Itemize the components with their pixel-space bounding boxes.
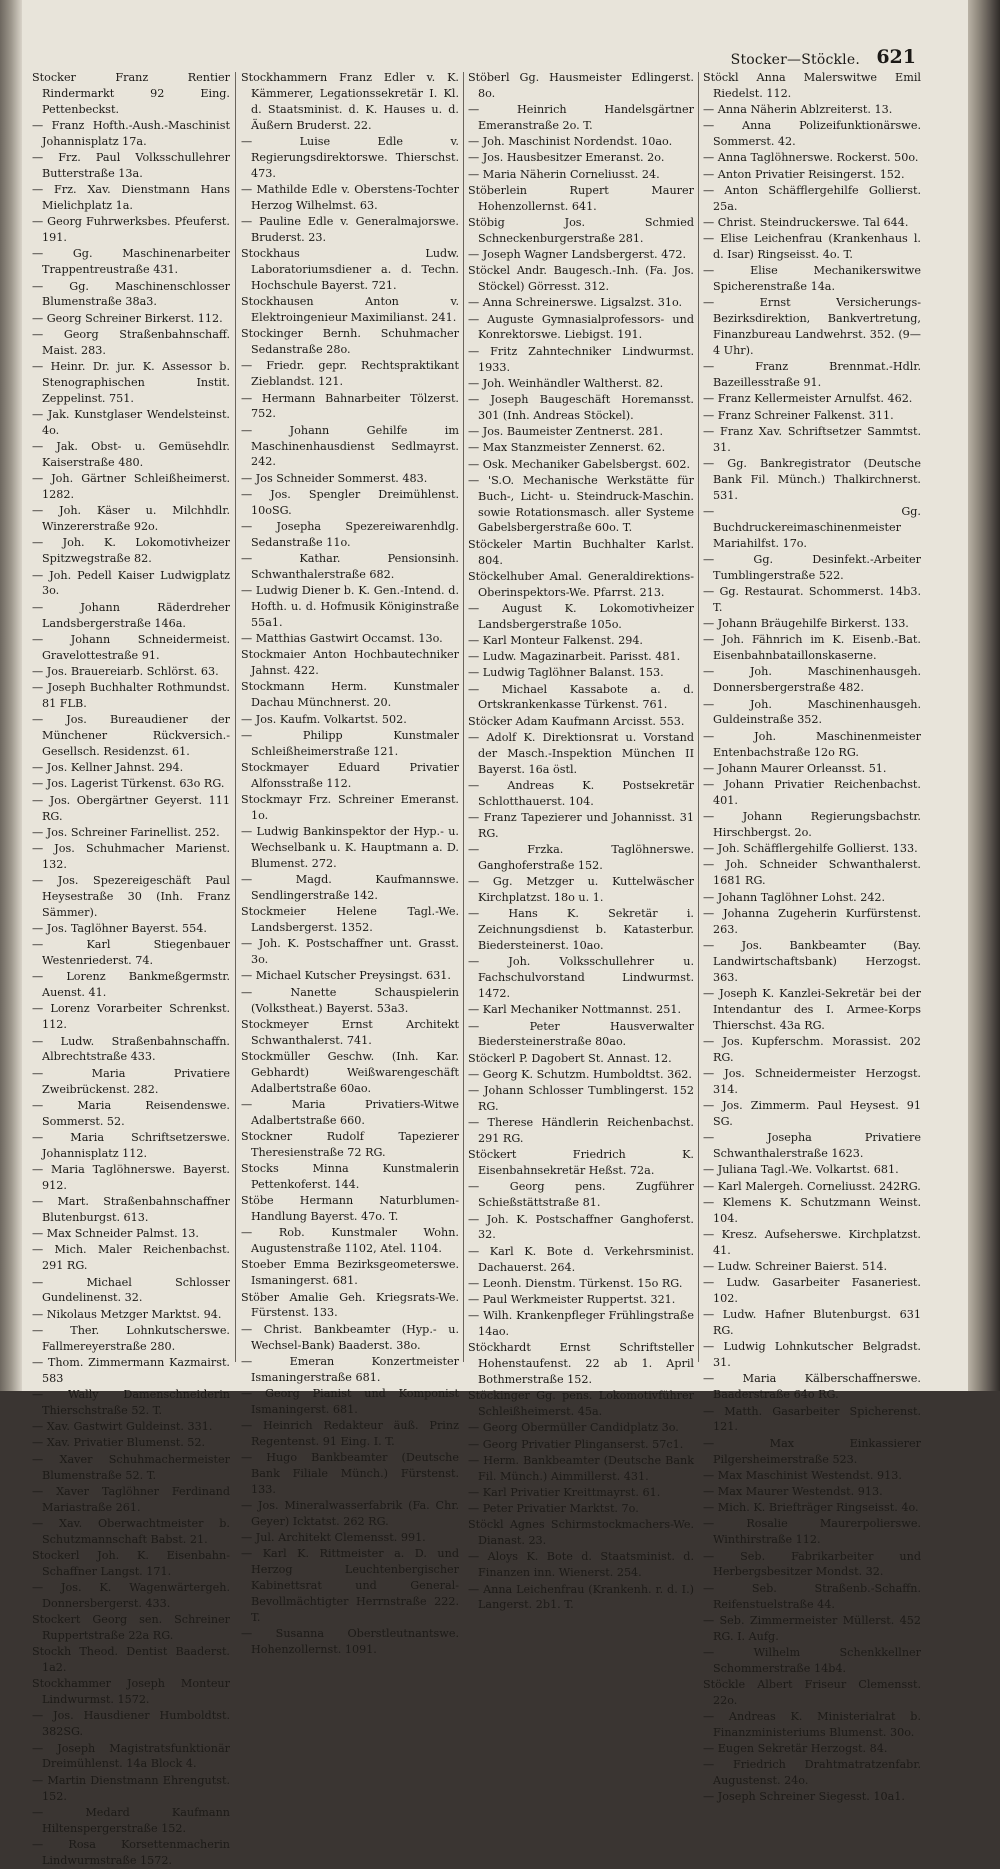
directory-entry: — August K. Lokomotivheizer Landsbergerstraße 105o. xyxy=(468,601,694,631)
directory-entry: — Wilh. Krankenpfleger Frühlingstraße 14ao. xyxy=(468,1309,694,1339)
directory-entry: — Anna Leichenfrau (Krankenh. r. d. I.) Langerst. 2b1. T. xyxy=(468,1582,694,1612)
binding-gutter xyxy=(0,0,22,1391)
directory-entry: — Heinr. Dr. jur. K. Assessor b. Stenographischen Instit. Zeppelinst. 751. xyxy=(32,359,230,405)
directory-entry: — Joh. Gärtner Schleißheimerst. 1282. xyxy=(32,472,230,502)
directory-entry: Stockhammer Joseph Monteur Lindwurmst. 1572. xyxy=(32,1677,230,1707)
directory-entry: — Elise Mechanikerswitwe Spicherenstraße 14a. xyxy=(703,264,921,294)
directory-entry: — Andreas K. Postsekretär Schlotthauerst. 104. xyxy=(468,778,694,808)
directory-entry: — Jos. Obergärtner Geyerst. 111 RG. xyxy=(32,793,230,823)
directory-entry: — Xav. Gastwirt Guldeinst. 331. xyxy=(32,1420,213,1434)
directory-entry: — Joh. Käser u. Milchhdlr. Winzererstraße 92o. xyxy=(32,504,230,534)
directory-entry: — Karl Stiegenbauer Westenriederst. 74. xyxy=(32,938,230,968)
directory-entry: — Peter Privatier Marktst. 7o. xyxy=(468,1502,639,1516)
directory-entry: Stockhammern Franz Edler v. K. Kämmerer, Legationssekretär I. Kl. d. Staatsminist. d. K. Hauses u. d. Äußern Bruderst. 22. xyxy=(241,71,459,132)
directory-entry: — Mathilde Edle v. Oberstens-Tochter Herzog Wilhelmst. 63. xyxy=(241,182,459,212)
directory-entry: — Ludw. Gasarbeiter Fasaneriest. 102. xyxy=(703,1276,921,1306)
directory-entry: Stöbe Hermann Naturblumen-Handlung Bayerst. 47o. T. xyxy=(241,1194,459,1224)
directory-entry: Stöckelhuber Amal. Generaldirektions-Oberinspektors-We. Pfarrst. 213. xyxy=(468,569,694,599)
directory-entry: — Ernst Versicherungs-Bezirksdirektion, Bankvertretung, Finanzbureau Landwehrst. 352. (9—4 Uhr). xyxy=(703,296,921,358)
directory-entry: Stockh Theod. Dentist Baaderst. 1a2. xyxy=(32,1645,230,1675)
directory-entry: — Fritz Zahntechniker Lindwurmst. 1933. xyxy=(468,344,694,374)
directory-entry: — Peter Hausverwalter Biedersteinerstraße 80ao. xyxy=(468,1019,694,1049)
directory-entry: — Ludw. Straßenbahnschaffn. Albrechtstraße 433. xyxy=(32,1034,230,1064)
column-rule xyxy=(698,72,699,1362)
directory-entry: — Jos. Taglöhner Bayerst. 554. xyxy=(32,922,207,936)
directory-column-2 xyxy=(241,70,459,1657)
directory-entry: — Franz Tapezierer und Johannisst. 31 RG. xyxy=(468,811,694,840)
directory-entry: — Joh. Maschinenhausgeh. Guldeinstraße 352. xyxy=(703,697,921,727)
directory-entry: — Juliana Tagl.-We. Volkartst. 681. xyxy=(703,1163,899,1177)
directory-entry: — Elise Leichenfrau (Krankenhaus l. d. Isar) Ringseisst. 4o. T. xyxy=(703,232,921,262)
directory-entry: — Joh. Schneider Schwanthalerst. 1681 RG. xyxy=(703,858,921,888)
directory-entry: — Jos. Lagerist Türkenst. 63o RG. xyxy=(32,777,225,791)
directory-entry: — Michael Schlosser Gundelinenst. 32. xyxy=(32,1275,230,1305)
directory-entry: Stockner Rudolf Tapezierer Theresienstraße 72 RG. xyxy=(241,1130,459,1159)
directory-entry: — Rosa Korsettenmacherin Lindwurmstraße 1572. xyxy=(32,1837,230,1867)
directory-entry: Stockinger Bernh. Schuhmacher Sedanstraße 28o. xyxy=(241,327,459,357)
directory-entry: Stöcker Adam Kaufmann Arcisst. 553. xyxy=(468,714,685,728)
directory-entry: — Mich. K. Briefträger Ringseisst. 4o. xyxy=(703,1501,919,1515)
directory-entry: — Jak. Kunstglaser Wendelsteinst. 4o. xyxy=(32,408,230,437)
directory-entry: — Heinrich Handelsgärtner Emeranstraße 2o. T. xyxy=(468,103,694,133)
directory-entry: — Rob. Kunstmaler Wohn. Augustenstraße 1102, Atel. 1104. xyxy=(241,1226,459,1256)
directory-entry: — Jos. Schneidermeister Herzogst. 314. xyxy=(703,1066,921,1096)
directory-entry: — Georg Pianist und Komponist Ismaningerst. 681. xyxy=(241,1386,459,1416)
directory-entry: — Jos Schneider Sommerst. 483. xyxy=(241,471,428,485)
directory-entry: — Jos. Brauereiarb. Schlörst. 63. xyxy=(32,664,219,678)
directory-entry: — Lorenz Vorarbeiter Schrenkst. 112. xyxy=(32,1002,230,1032)
directory-entry: — Jul. Architekt Clemensst. 991. xyxy=(241,1531,426,1545)
directory-entry: — Franz Xav. Schriftsetzer Sammtst. 31. xyxy=(703,424,921,454)
book-page-edge xyxy=(968,0,1000,1391)
directory-entry: — Ther. Lohnkutscherswe. Fallmereyerstraße 280. xyxy=(32,1323,230,1353)
directory-entry: Stockmann Herm. Kunstmaler Dachau Münchnerst. 20. xyxy=(241,680,459,710)
directory-entry: — Karl Mechaniker Nottmannst. 251. xyxy=(468,1003,682,1017)
directory-entry: Stöckinger Gg. pens. Lokomotivführer Schleißheimerst. 45a. xyxy=(468,1389,694,1419)
directory-entry: — Herm. Bankbeamter (Deutsche Bank Fil. Münch.) Aimmillerst. 431. xyxy=(468,1453,694,1483)
directory-entry: — Jos. Schuhmacher Marienst. 132. xyxy=(32,841,230,871)
directory-entry: — Joh. Pedell Kaiser Ludwigplatz 3o. xyxy=(32,568,230,598)
directory-entry: — Hans K. Sekretär i. Zeichnungsdienst b. Katasterbur. Biedersteinerst. 10ao. xyxy=(468,907,694,953)
directory-entry: — Ludwig Diener b. K. Gen.-Intend. d. Hofth. u. d. Hofmusik Königinstraße 55a1. xyxy=(241,584,459,629)
directory-entry: — Anna Polizeifunktionärswe. Sommerst. 42. xyxy=(703,119,921,149)
directory-entry: — Therese Händlerin Reichenbachst. 291 RG. xyxy=(468,1116,694,1146)
directory-entry: — Jos. Hausdiener Humboldtst. 382SG. xyxy=(32,1709,230,1739)
directory-entry: Stöckert Friedrich K. Eisenbahnsekretär Heßst. 72a. xyxy=(468,1148,694,1178)
directory-entry: — Jos. Bureaudiener der Münchener Rückversich.-Gesellsch. Residenzst. 61. xyxy=(32,713,230,758)
directory-entry: — Maria Reisendenswe. Sommerst. 52. xyxy=(32,1098,230,1128)
directory-entry: — Maria Näherin Corneliusst. 24. xyxy=(468,167,660,181)
directory-entry: — Jos. Kupferschm. Morassist. 202 RG. xyxy=(703,1034,921,1064)
directory-entry: — Jos. Spezereigeschäft Paul Heysestraße 30 (Inh. Franz Sämmer). xyxy=(32,874,230,919)
directory-column-4 xyxy=(703,70,921,1804)
directory-entry: Stockmayr Frz. Schreiner Emeranst. 1o. xyxy=(241,793,459,822)
directory-entry: Stockmeier Helene Tagl.-We. Landsbergerst. 1352. xyxy=(241,905,459,935)
directory-entry: — Paul Werkmeister Ruppertst. 321. xyxy=(468,1292,676,1306)
directory-entry: — Maria Privatiere Zweibrückenst. 282. xyxy=(32,1066,230,1096)
directory-entry: — Jos. Spengler Dreimühlenst. 10oSG. xyxy=(241,487,459,517)
directory-entry: — Jos. Zimmerm. Paul Heysest. 91 SG. xyxy=(703,1099,921,1128)
directory-entry: — Georg Privatier Plinganserst. 57c1. xyxy=(468,1437,684,1451)
directory-entry: — Frz. Paul Volksschullehrer Butterstraße 13a. xyxy=(32,151,230,181)
directory-entry: Stockmayer Eduard Privatier Alfonsstraße 112. xyxy=(241,760,459,790)
directory-entry: Stöckerl P. Dagobert St. Annast. 12. xyxy=(468,1051,672,1065)
directory-entry: Stöckle Albert Friseur Clemensst. 22o. xyxy=(703,1677,921,1707)
directory-entry: Stöberlein Rupert Maurer Hohenzollernst. 641. xyxy=(468,183,694,213)
directory-entry: Stöbig Jos. Schmied Schneckenburgerstraße 281. xyxy=(468,215,694,245)
directory-entry: Stockhaus Ludw. Laboratoriumsdiener a. d. Techn. Hochschule Bayerst. 721. xyxy=(241,247,459,292)
directory-entry: — Medard Kaufmann Hiltenspergerstraße 152. xyxy=(32,1805,230,1835)
directory-entry: — Thom. Zimmermann Kazmairst. 583 xyxy=(32,1355,230,1385)
directory-entry: — Adolf K. Direktionsrat u. Vorstand der Masch.-Inspektion München II Bayerst. 16a östl. xyxy=(468,730,694,776)
directory-entry: — Joh. Maschinenmeister Entenbachstraße 12o RG. xyxy=(703,729,921,759)
directory-entry: — Gg. Metzger u. Kuttelwäscher Kirchplatzst. 18o u. 1. xyxy=(468,875,694,905)
directory-entry: — Joseph Buchhalter Rothmundst. 81 FLB. xyxy=(32,681,230,710)
directory-entry: — Johann Regierungsbachstr. Hirschbergst. 2o. xyxy=(703,810,921,840)
directory-entry: — Luise Edle v. Regierungsdirektorswe. Thierschst. 473. xyxy=(241,134,459,180)
directory-entry: — Nikolaus Metzger Marktst. 94. xyxy=(32,1307,222,1321)
directory-entry: — Wally Damenschneiderin Thierschstraße 52. T. xyxy=(32,1388,230,1417)
directory-entry: — Franz Kellermeister Arnulfst. 462. xyxy=(703,392,913,406)
directory-entry: — Maria Taglöhnerswe. Bayerst. 912. xyxy=(32,1163,230,1192)
directory-entry: — Ludwig Bankinspektor der Hyp.- u. Wechselbank u. K. Hauptmann a. D. Blumenst. 272. xyxy=(241,825,459,870)
directory-entry: — Frz. Xav. Dienstmann Hans Mielichplatz 1a. xyxy=(32,183,230,213)
directory-entry: — Karl Monteur Falkenst. 294. xyxy=(468,633,643,647)
directory-entry: — Christ. Bankbeamter (Hyp.- u. Wechsel-Bank) Baaderst. 38o. xyxy=(241,1322,459,1352)
directory-entry: Stoeber Emma Bezirksgeometerswe. Ismaningerst. 681. xyxy=(241,1258,459,1288)
directory-entry: — Nanette Schauspielerin (Volkstheat.) Bayerst. 53a3. xyxy=(241,985,459,1015)
directory-entry: — Joh. Maschinenhausgeh. Donnersbergerstraße 482. xyxy=(703,665,921,695)
directory-entry: — Josepha Privatiere Schwanthalerstraße 1623. xyxy=(703,1131,921,1161)
directory-entry: — Friedr. gepr. Rechtspraktikant Zieblandst. 121. xyxy=(241,359,459,389)
directory-entry: — Maria Schriftsetzerswe. Johannisplatz 112. xyxy=(32,1130,230,1160)
directory-entry: — Xav. Privatier Blumenst. 52. xyxy=(32,1436,206,1450)
directory-entry: — Kathar. Pensionsinh. Schwanthalerstraße 682. xyxy=(241,552,459,581)
directory-entry: Stockert Georg sen. Schreiner Ruppertstraße 22a RG. xyxy=(32,1613,230,1643)
directory-entry: — Gg. Restaurat. Schommerst. 14b3. T. xyxy=(703,585,921,614)
directory-entry: — Michael Kutscher Preysingst. 631. xyxy=(241,969,451,983)
directory-column-1 xyxy=(32,70,230,1867)
directory-entry: Stockmeyer Ernst Architekt Schwanthalerst. 741. xyxy=(241,1017,459,1047)
directory-entry: — Georg Schreiner Birkerst. 112. xyxy=(32,311,223,325)
directory-entry: — Hermann Bahnarbeiter Tölzerst. 752. xyxy=(241,391,459,421)
directory-entry: — Klemens K. Schutzmann Weinst. 104. xyxy=(703,1195,921,1225)
directory-entry: — Johann Privatier Reichenbachst. 401. xyxy=(703,778,921,807)
directory-entry: — 'S.O. Mechanische Werkstätte für Buch-, Licht- u. Steindruck-Maschin. sowie Rotationsmasch. aller Systeme Gabelsbergerstraße 60o. T. xyxy=(468,473,694,535)
directory-entry: — Kresz. Aufseherswe. Kirchplatzst. 41. xyxy=(703,1227,921,1257)
directory-entry: — Ludwig Taglöhner Balanst. 153. xyxy=(468,666,664,680)
directory-entry: — Anton Schäfflergehilfe Gollierst. 25a. xyxy=(703,183,921,213)
directory-entry: — Matthias Gastwirt Occamst. 13o. xyxy=(241,632,443,646)
directory-entry: — Anna Schreinerswe. Ligsalzst. 31o. xyxy=(468,296,683,310)
directory-entry: — Pauline Edle v. Generalmajorswe. Bruderst. 23. xyxy=(241,215,459,244)
directory-entry: — Joseph K. Kanzlei-Sekretär bei der Intendantur des I. Armee-Korps Thierschst. 43a RG. xyxy=(703,986,921,1032)
directory-entry: Stockmüller Geschw. (Inh. Kar. Gebhardt) Weißwarengeschäft Adalbertstraße 60ao. xyxy=(241,1049,459,1095)
column-rule xyxy=(463,72,464,1362)
directory-entry: Stocker Franz Rentier Rindermarkt 92 Eing. Pettenbeckst. xyxy=(32,71,230,116)
directory-entry: — Jos. Schreiner Farinellist. 252. xyxy=(32,825,220,839)
directory-entry: — Matth. Gasarbeiter Spicherenst. 121. xyxy=(703,1404,921,1434)
directory-entry: — Seb. Straßenb.-Schaffn. Reifenstuelstraße 44. xyxy=(703,1581,921,1611)
directory-entry: — Johann Bräugehilfe Birkerst. 133. xyxy=(703,617,909,631)
directory-entry: — Joseph Schreiner Siegesst. 10a1. xyxy=(703,1790,905,1804)
directory-entry: — Xaver Schuhmachermeister Blumenstraße 52. T. xyxy=(32,1452,230,1482)
page-number: 621 xyxy=(876,46,916,68)
directory-entry: Stöckhardt Ernst Schriftsteller Hohenstaufenst. 22 ab 1. April Bothmerstraße 152. xyxy=(468,1341,694,1387)
directory-entry: — Joh. Fähnrich im K. Eisenb.-Bat. Eisenbahnbataillonskaserne. xyxy=(703,633,921,663)
directory-entry: — Georg Straßenbahnschaff. Maist. 283. xyxy=(32,327,230,357)
directory-entry: — Magd. Kaufmannswe. Sendlingerstraße 142. xyxy=(241,873,459,903)
directory-entry: — Georg Obermüller Candidplatz 3o. xyxy=(468,1421,679,1435)
directory-entry: — Joh. K. Postschaffner unt. Grasst. 3o. xyxy=(241,937,459,967)
directory-entry: Stockhausen Anton v. Elektroingenieur Maximilianst. 241. xyxy=(241,295,459,325)
directory-entry: — Maria Kälberschaffnerswe. Baaderstraße 64o RG. xyxy=(703,1372,921,1402)
directory-entry: — Martin Dienstmann Ehrengutst. 152. xyxy=(32,1773,230,1803)
column-rule xyxy=(235,72,236,1362)
directory-entry: — Anna Taglöhnerswe. Rockerst. 50o. xyxy=(703,151,919,165)
directory-entry: — Georg pens. Zugführer Schießstättstraße 81. xyxy=(468,1180,694,1210)
directory-entry: — Gg. Bankregistrator (Deutsche Bank Fil. Münch.) Thalkirchnerst. 531. xyxy=(703,456,921,502)
directory-entry: — Jos. Baumeister Zentnerst. 281. xyxy=(468,425,664,439)
directory-entry: — Joh. K. Lokomotivheizer Spitzwegstraße 82. xyxy=(32,536,230,566)
directory-entry: — Joh. Weinhändler Waltherst. 82. xyxy=(468,376,664,390)
directory-entry: — Johann Räderdreher Landsbergerstraße 146a. xyxy=(32,600,230,630)
directory-entry: Stockmaier Anton Hochbautechniker Jahnst. 422. xyxy=(241,648,459,678)
directory-entry: — Anton Privatier Reisingerst. 152. xyxy=(703,167,905,181)
directory-entry: — Max Schneider Palmst. 13. xyxy=(32,1227,199,1241)
directory-entry: Stockerl Joh. K. Eisenbahn-Schaffner Langst. 171. xyxy=(32,1548,230,1578)
directory-entry: — Georg Fuhrwerksbes. Pfeuferst. 191. xyxy=(32,215,230,245)
directory-entry: — Jak. Obst- u. Gemüsehdlr. Kaiserstraße 480. xyxy=(32,440,230,470)
directory-entry: Stöckel Andr. Baugesch.-Inh. (Fa. Jos. Stöckel) Görresst. 312. xyxy=(468,264,694,294)
directory-entry: — Gg. Buchdruckereimaschinenmeister Mariahilfst. 17o. xyxy=(703,504,921,550)
directory-entry: — Lorenz Bankmeßgermstr. Auenst. 41. xyxy=(32,970,230,1000)
directory-entry: — Andreas K. Ministerialrat b. Finanzministeriums Blumenst. 30o. xyxy=(703,1710,921,1739)
directory-entry: — Karl Malergeh. Corneliusst. 242RG. xyxy=(703,1179,921,1193)
directory-entry: — Friedrich Drahtmatratzenfabr. Augustenst. 24o. xyxy=(703,1758,921,1788)
directory-entry: — Christ. Steindruckerswe. Tal 644. xyxy=(703,215,909,229)
directory-entry: — Jos. K. Wagenwärtergeh. Donnersbergerst. 433. xyxy=(32,1581,230,1610)
directory-entry: — Auguste Gymnasialprofessors- und Konrektorswe. Liebigst. 191. xyxy=(468,312,694,342)
directory-entry: — Karl K. Rittmeister a. D. und Herzog Leuchtenbergischer Kabinettsrat und General-Bevollmächtigter Herrnstraße 222. T. xyxy=(241,1547,459,1625)
directory-entry: — Wilhelm Schenkkellner Schommerstraße 14b4. xyxy=(703,1645,921,1675)
directory-entry: — Ludwig Lohnkutscher Belgradst. 31. xyxy=(703,1340,921,1370)
directory-entry: — Joh. Schäfflergehilfe Gollierst. 133. xyxy=(703,842,918,856)
directory-entry: — Jos. Kaufm. Volkartst. 502. xyxy=(241,712,407,726)
directory-entry: — Osk. Mechaniker Gabelsbergst. 602. xyxy=(468,457,691,471)
directory-entry: — Michael Kassabote a. d. Ortskrankenkasse Türkenst. 761. xyxy=(468,682,694,712)
directory-entry: Stöckl Anna Malerswitwe Emil Riedelst. 112. xyxy=(703,71,921,100)
directory-entry: — Aloys K. Bote d. Staatsminist. d. Finanzen inn. Wienerst. 254. xyxy=(468,1550,694,1580)
directory-entry: — Susanna Oberstleutnantswe. Hohenzollernst. 1091. xyxy=(241,1627,459,1657)
directory-entry: — Joh. Volksschullehrer u. Fachschulvorstand Lindwurmst. 1472. xyxy=(468,955,694,1001)
directory-entry: — Xav. Oberwachtmeister b. Schutzmannschaft Babst. 21. xyxy=(32,1516,230,1546)
directory-entry: Stocks Minna Kunstmalerin Pettenkoferst. 144. xyxy=(241,1162,459,1192)
directory-entry: — Johann Maurer Orleansst. 51. xyxy=(703,761,887,775)
directory-entry: — Joh. Maschinist Nordendst. 10ao. xyxy=(468,135,673,149)
directory-entry: — Jos. Mineralwasserfabrik (Fa. Chr. Geyer) Icktatst. 262 RG. xyxy=(241,1499,459,1529)
directory-entry: — Gg. Maschinenschlosser Blumenstraße 38a3. xyxy=(32,279,230,309)
directory-entry: — Ludw. Magazinarbeit. Parisst. 481. xyxy=(468,650,681,664)
directory-entry: — Karl K. Bote d. Verkehrsminist. Dachauerst. 264. xyxy=(468,1244,694,1274)
directory-entry: — Mich. Maler Reichenbachst. 291 RG. xyxy=(32,1243,230,1273)
directory-entry: — Leonh. Dienstm. Türkenst. 15o RG. xyxy=(468,1276,683,1290)
directory-entry: Stöberl Gg. Hausmeister Edlingerst. 8o. xyxy=(468,71,694,100)
directory-entry: — Seb. Zimmermeister Müllerst. 452 RG. I. Aufg. xyxy=(703,1613,921,1643)
directory-entry: — Johann Taglöhner Lohst. 242. xyxy=(703,890,886,904)
directory-entry: — Jos. Kellner Jahnst. 294. xyxy=(32,761,184,775)
directory-entry: — Max Maschinist Westendst. 913. xyxy=(703,1468,902,1482)
directory-entry: — Max Einkassierer Pilgersheimerstraße 523. xyxy=(703,1436,921,1466)
directory-entry: — Emeran Konzertmeister Ismaningerstraße 681. xyxy=(241,1354,459,1384)
directory-entry: — Xaver Taglöhner Ferdinand Mariastraße 261. xyxy=(32,1484,230,1514)
directory-entry: — Franz Brennmat.-Hdlr. Bazeillesstraße 91. xyxy=(703,360,921,390)
directory-entry: — Anna Näherin Ablzreiterst. 13. xyxy=(703,103,893,117)
directory-entry: — Max Maurer Westendst. 913. xyxy=(703,1485,883,1498)
directory-entry: — Philipp Kunstmaler Schleißheimerstraße 121. xyxy=(241,728,459,758)
directory-entry: — Rosalie Maurerpolierswe. Winthirstraße 112. xyxy=(703,1517,921,1547)
directory-entry: — Georg K. Schutzm. Humboldtst. 362. xyxy=(468,1067,692,1081)
directory-entry: — Josepha Spezereiwarenhdlg. Sedanstraße 11o. xyxy=(241,519,459,549)
directory-entry: — Ludw. Schreiner Baierst. 514. xyxy=(703,1259,888,1273)
directory-entry: — Franz Schreiner Falkenst. 311. xyxy=(703,408,894,422)
directory-entry: — Joseph Wagner Landsbergerst. 472. xyxy=(468,248,687,262)
directory-entry: — Joh. K. Postschaffner Ganghoferst. 32. xyxy=(468,1212,694,1242)
directory-entry: — Seb. Fabrikarbeiter und Herbergsbesitzer Mondst. 32. xyxy=(703,1549,921,1579)
directory-column-3 xyxy=(468,70,694,1612)
directory-entry: — Ludw. Hafner Blutenburgst. 631 RG. xyxy=(703,1308,921,1338)
directory-entry: — Frzka. Taglöhnerswe. Ganghoferstraße 152. xyxy=(468,843,694,873)
directory-entry: — Johann Gehilfe im Maschinenhausdienst Sedlmayrst. 242. xyxy=(241,423,459,469)
directory-entry: — Eugen Sekretär Herzogst. 84. xyxy=(703,1742,888,1756)
directory-entry: — Johanna Zugeherin Kurfürstenst. 263. xyxy=(703,906,921,936)
directory-entry: — Jos. Hausbesitzer Emeranst. 2o. xyxy=(468,151,665,165)
running-head: Stocker—Stöckle. xyxy=(730,52,860,68)
directory-entry: — Max Stanzmeister Zennerst. 62. xyxy=(468,441,666,455)
directory-entry: — Joseph Magistratsfunktionär Dreimühlenst. 14a Block 4. xyxy=(32,1741,230,1771)
directory-entry: — Johann Schlosser Tumblingerst. 152 RG. xyxy=(468,1084,694,1113)
directory-entry: — Hugo Bankbeamter (Deutsche Bank Filiale Münch.) Fürstenst. 133. xyxy=(241,1451,459,1496)
directory-entry: — Karl Privatier Kreittmayrst. 61. xyxy=(468,1485,661,1499)
directory-entry: — Jos. Bankbeamter (Bay. Landwirtschaftsbank) Herzogst. 363. xyxy=(703,938,921,984)
directory-entry: — Heinrich Redakteur äuß. Prinz Regentenst. 91 Eing. I. T. xyxy=(241,1419,459,1448)
directory-entry: — Joseph Baugeschäft Horemansst. 301 (Inh. Andreas Stöckel). xyxy=(468,392,694,422)
directory-entry: — Mart. Straßenbahnschaffner Blutenburgst. 613. xyxy=(32,1195,230,1225)
directory-entry: — Maria Privatiers-Witwe Adalbertstraße 660. xyxy=(241,1097,459,1127)
directory-entry: — Gg. Maschinenarbeiter Trappentreustraße 431. xyxy=(32,247,230,277)
directory-entry: Stöber Amalie Geh. Kriegsrats-We. Fürstenst. 133. xyxy=(241,1290,459,1320)
directory-entry: Stöckeler Martin Buchhalter Karlst. 804. xyxy=(468,537,694,567)
directory-entry: — Franz Hofth.-Aush.-Maschinist Johannisplatz 17a. xyxy=(32,119,230,148)
directory-entry: Stöckl Agnes Schirmstockmachers-We. Dianast. 23. xyxy=(468,1518,694,1548)
directory-entry: — Johann Schneidermeist. Gravelottestraße 91. xyxy=(32,632,230,662)
directory-entry: — Gg. Desinfekt.-Arbeiter Tumblingerstraße 522. xyxy=(703,552,921,582)
